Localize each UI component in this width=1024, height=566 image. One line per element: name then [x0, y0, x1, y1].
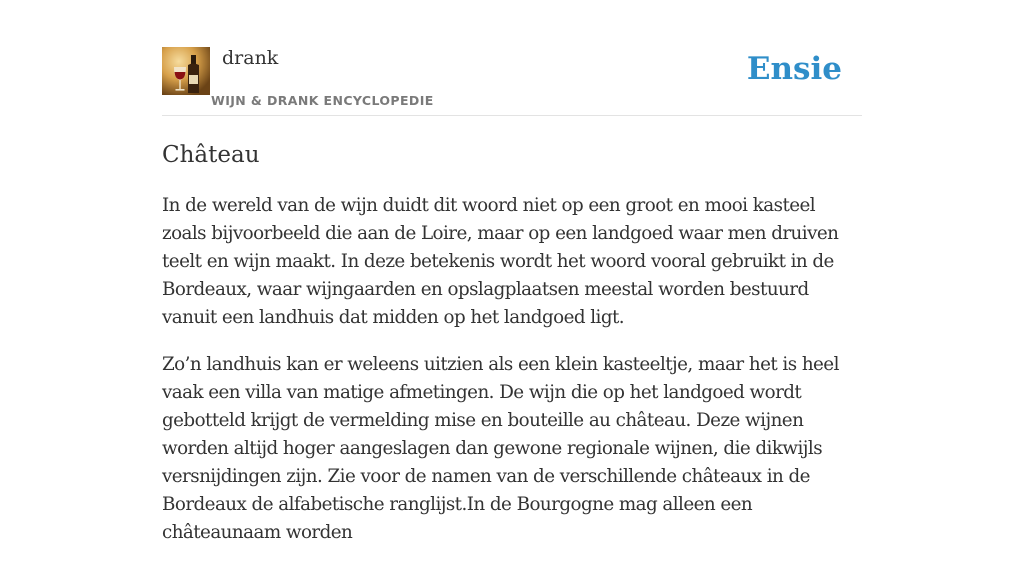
article-paragraph: In de wereld van de wijn duidt dit woord niet op een groot en mooi kasteel zoals bijvoorbeeld die aan de Loire, maar op een landgoed waar men druiven teelt en wijn maakt. In deze betekenis wordt het woord vooral gebruikt in de Bordeaux, waar wijngaarden en opslagplaatsen meestal worden bestuurd vanuit een landhuis dat midden op het landgoed ligt.: [162, 195, 839, 328]
page-title: Château: [162, 142, 260, 168]
wine-bottle-glass-icon: [162, 47, 210, 95]
avatar[interactable]: [162, 47, 210, 95]
article-body: [162, 192, 862, 566]
site-name[interactable]: drank: [222, 47, 279, 69]
page-container: [162, 0, 862, 543]
header: [162, 0, 862, 116]
brand-logo-link[interactable]: Ensie: [746, 51, 842, 87]
article-paragraph: Zo’n landhuis kan er weleens uitzien als een klein kasteeltje, maar het is heel vaak een villa van matige afmetingen. De wijn die op het landgoed wordt gebotteld krijgt de vermelding mise en bouteille au château. Deze wijnen worden altijd hoger aangeslagen dan gewone regionale wijnen, die dikwijls versnijdingen zijn. Zie voor de namen van de verschillende châteaux in de Bordeaux de alfabetische ranglijst.In de Bourgogne mag alleen een châteaunaam worden: [162, 354, 839, 543]
site-tagline: WIJN & DRANK ENCYCLOPEDIE: [211, 93, 434, 108]
